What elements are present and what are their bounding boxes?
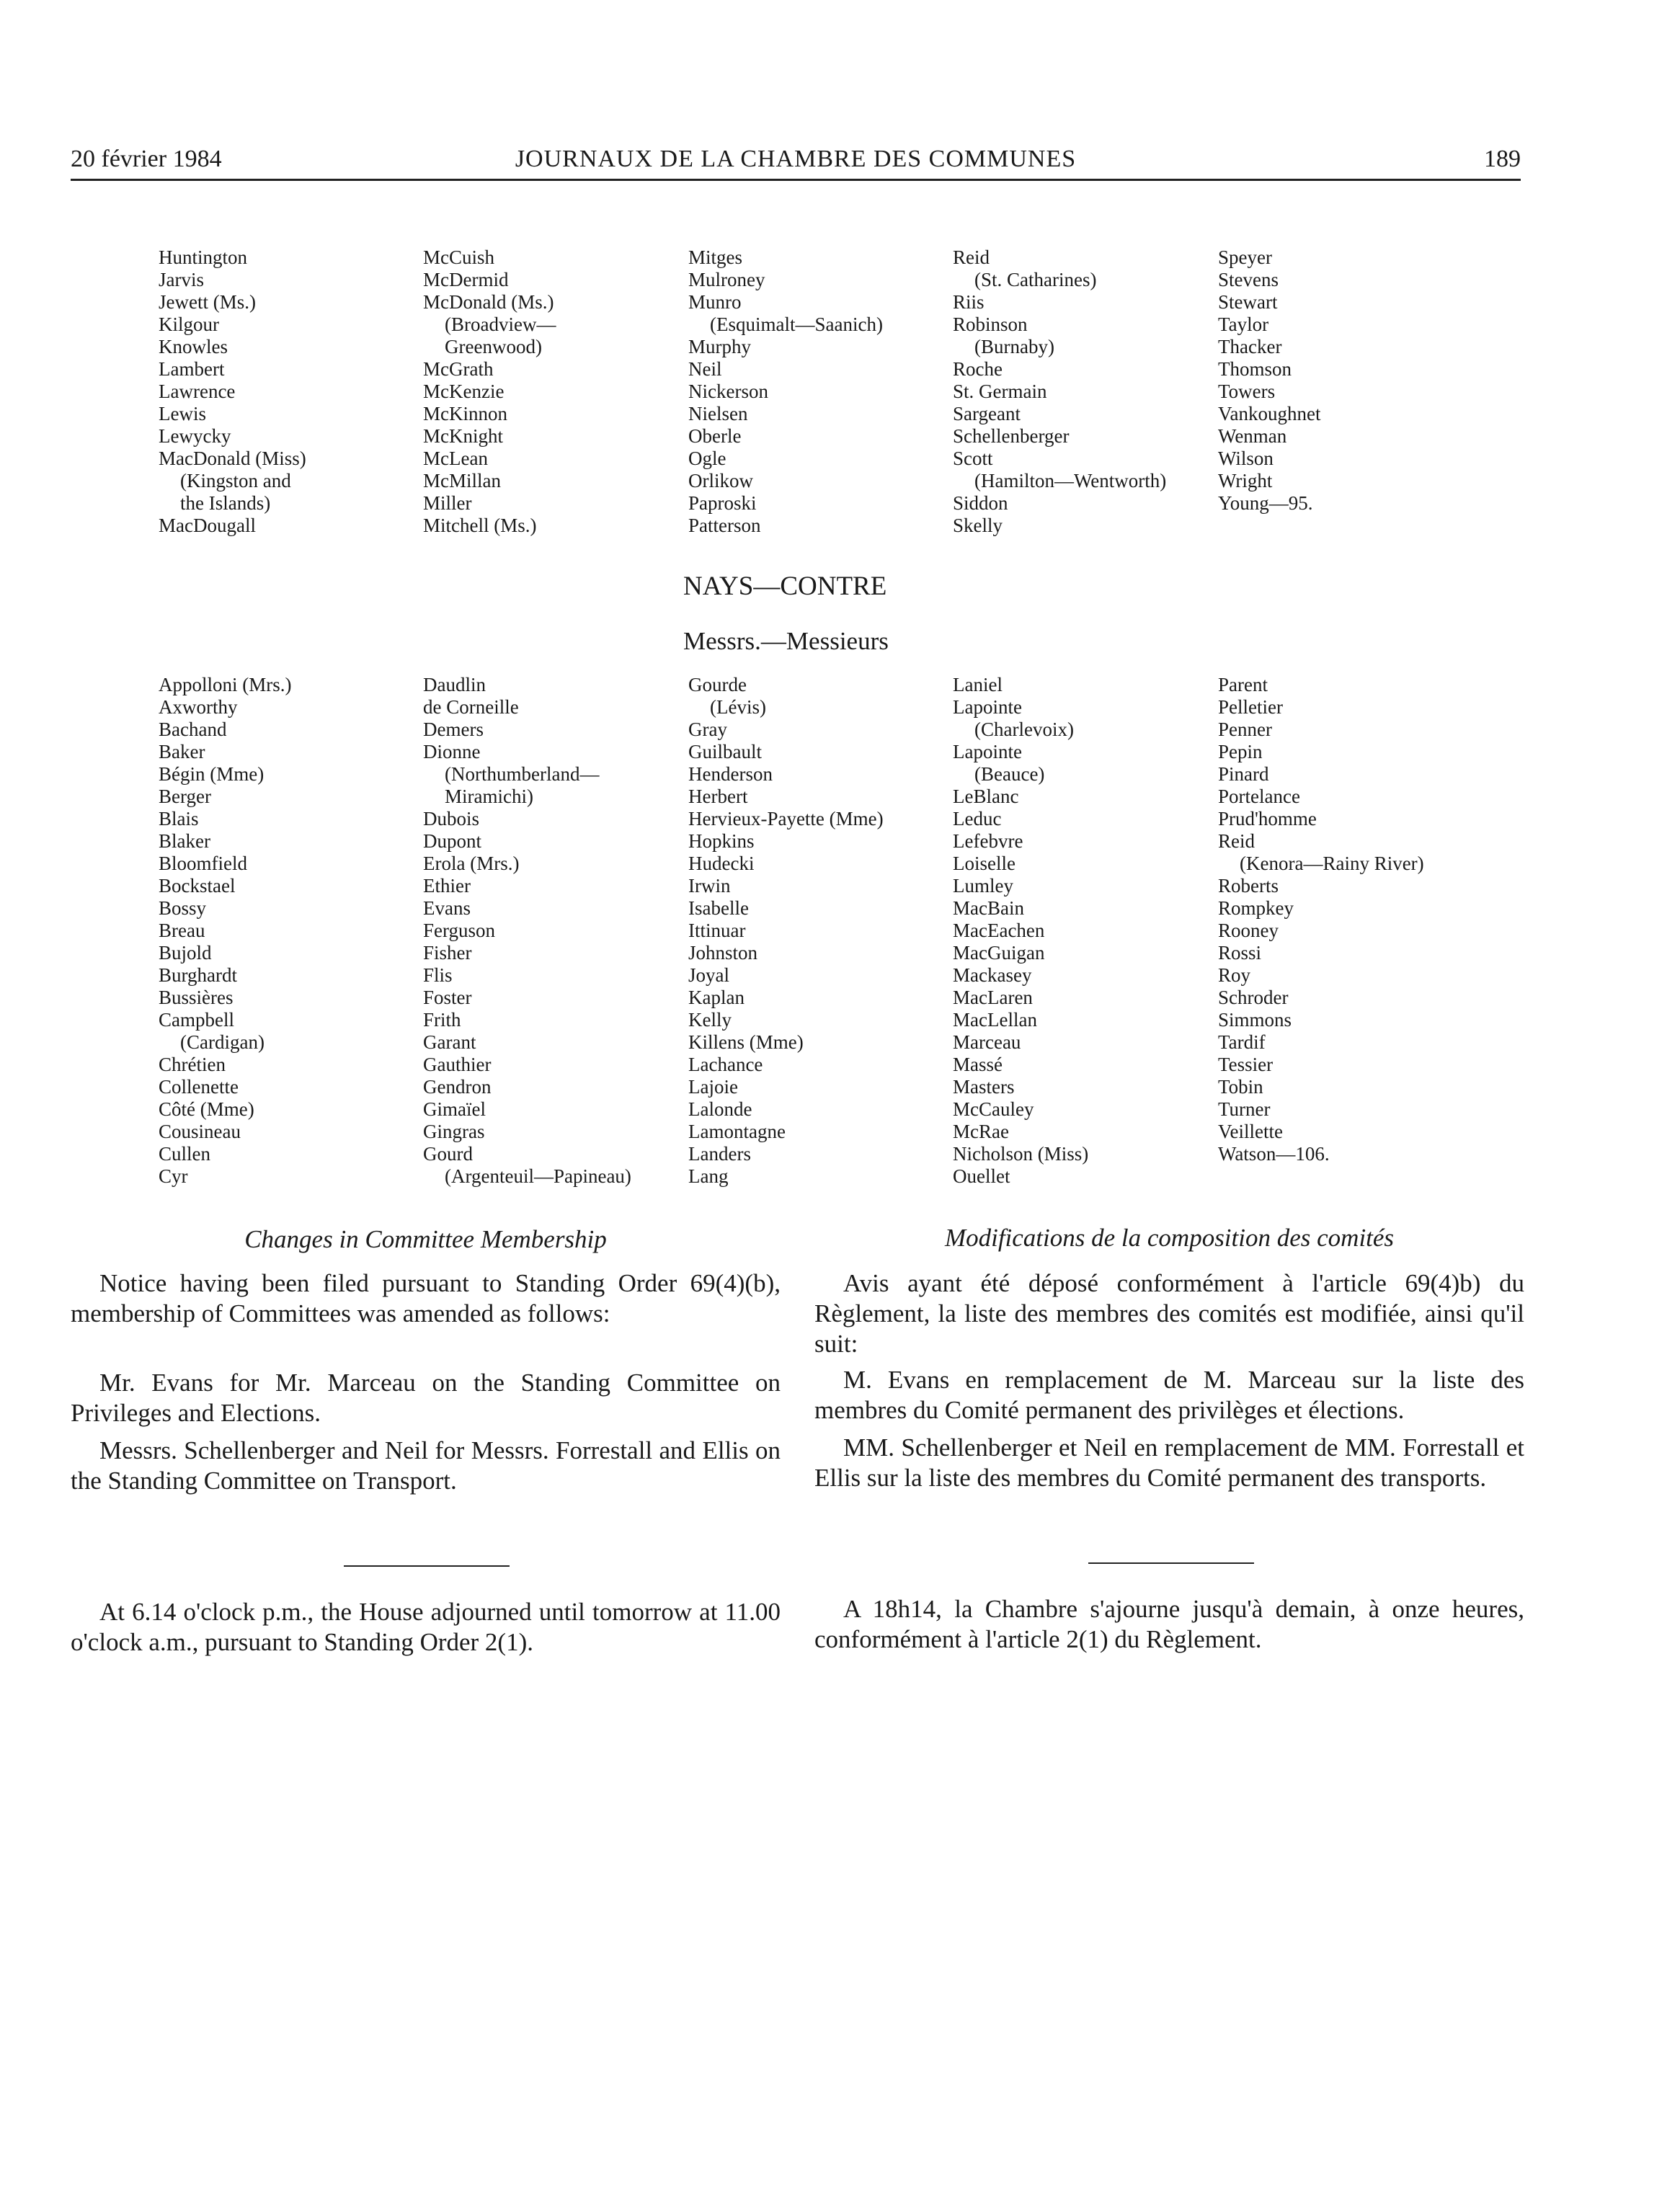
member-name: Paproski [688,492,757,514]
member-name: Lewycky [159,425,231,447]
member-name: Wright [1218,470,1273,492]
nays-subheading: Messrs.—Messieurs [683,627,889,655]
member-name: Ferguson [423,920,496,941]
member-name: Vankoughnet [1218,403,1321,424]
english-section-heading: Changes in Committee Membership [244,1225,607,1253]
member-name: Guilbault [688,741,762,762]
member-name: Roy [1218,964,1251,986]
member-name: Roberts [1218,875,1279,897]
member-name: Daudlin [423,674,486,695]
member-name: MacDougall [159,515,256,536]
member-name: Prud'homme [1218,808,1317,830]
member-name: Foster [423,987,472,1008]
member-name: Mitges [688,246,743,268]
member-name: Tobin [1218,1076,1263,1098]
yeas-column-1 [159,246,306,537]
member-name: Thacker [1218,336,1282,357]
member-name: Wenman [1218,425,1287,447]
member-name: Lawrence [159,381,236,402]
member-name: Bussières [159,987,234,1008]
member-name: Bockstael [159,875,236,897]
member-name: Cyr [159,1165,188,1187]
member-name: Bachand [159,719,227,740]
french-section-heading: Modifications de la composition des comités [944,1224,1395,1252]
member-riding: (Argenteuil—Papineau) [445,1165,631,1187]
member-name: McMillan [423,470,501,492]
french-paragraph-schellenberger: MM. Schellenberger et Neil en remplacement de MM. Forrestall et Ellis sur la liste des membres du Comité permanent des transports. [814,1433,1524,1492]
member-name: Blaker [159,830,210,852]
nays-column-4 [953,674,1088,1188]
member-name: Lajoie [688,1076,738,1098]
member-name: Young—95. [1218,492,1313,514]
member-name: de Corneille [423,696,519,718]
member-name: Patterson [688,515,761,536]
member-name: Stevens [1218,269,1279,290]
member-name: Pelletier [1218,696,1283,718]
member-name: Erola (Mrs.) [423,853,520,874]
member-name: Gendron [423,1076,492,1098]
member-name: Appolloni (Mrs.) [159,674,292,695]
member-name: Masters [953,1076,1015,1098]
member-name: Hudecki [688,853,755,874]
member-riding: (Cardigan) [180,1031,265,1053]
member-name: Henderson [688,763,773,785]
member-name: Marceau [953,1031,1021,1053]
member-name: Ogle [688,448,726,469]
member-name: MacLaren [953,987,1033,1008]
member-name: Cullen [159,1143,210,1165]
member-riding: (Lévis) [710,696,766,718]
member-name: Ouellet [953,1165,1010,1187]
member-name: Gauthier [423,1054,492,1075]
member-name: Campbell [159,1009,234,1031]
member-name: Herbert [688,786,748,807]
member-name: Leduc [953,808,1002,830]
member-riding: (Kingston and [180,470,291,492]
member-name: Pepin [1218,741,1263,762]
english-paragraph-evans: Mr. Evans for Mr. Marceau on the Standing Committee on Privileges and Elections. [71,1369,781,1427]
member-riding: Greenwood) [445,336,542,357]
member-name: Mackasey [953,964,1032,986]
nays-heading: NAYS—CONTRE [683,571,887,601]
member-name: McDonald (Ms.) [423,291,554,313]
member-name: Irwin [688,875,731,897]
member-name: Lumley [953,875,1013,897]
member-name: Johnston [688,942,758,964]
member-name: Portelance [1218,786,1300,807]
member-name: McCuish [423,246,495,268]
member-riding: (Esquimalt—Saanich) [710,313,883,335]
member-name: McRae [953,1121,1009,1142]
member-name: Kilgour [159,313,219,335]
member-name: Tardif [1218,1031,1266,1053]
header-date: 20 février 1984 [71,146,222,172]
member-name: Breau [159,920,205,941]
member-name: MacDonald (Miss) [159,448,306,469]
member-riding: the Islands) [180,492,271,514]
member-name: Huntington [159,246,248,268]
page-header [71,146,1521,181]
member-name: Roche [953,358,1003,380]
member-riding: (Beauce) [974,763,1045,785]
member-name: Thomson [1218,358,1292,380]
yeas-column-4 [953,246,1166,537]
member-name: Burghardt [159,964,237,986]
member-name: Joyal [688,964,729,986]
member-riding: Miramichi) [445,786,533,807]
member-name: Berger [159,786,211,807]
member-name: Jarvis [159,269,204,290]
member-riding: (Kenora—Rainy River) [1240,853,1424,874]
member-name: Rompkey [1218,897,1294,919]
member-riding: (Broadview— [445,313,556,335]
member-name: Lapointe [953,696,1022,718]
member-name: Jewett (Ms.) [159,291,256,313]
member-name: Gourde [688,674,747,695]
member-name: Lapointe [953,741,1022,762]
member-name: Lamontagne [688,1121,786,1142]
member-name: Demers [423,719,484,740]
member-name: Nielsen [688,403,748,424]
member-name: Gingras [423,1121,485,1142]
member-name: Turner [1218,1098,1271,1120]
member-name: Rooney [1218,920,1279,941]
member-name: Simmons [1218,1009,1292,1031]
member-name: Landers [688,1143,751,1165]
nays-column-2 [423,674,631,1188]
french-separator [1088,1562,1254,1564]
member-name: MacGuigan [953,942,1045,964]
member-name: Axworthy [159,696,238,718]
member-name: Scott [953,448,993,469]
french-paragraph-notice: Avis ayant été déposé conformément à l'article 69(4)b) du Règlement, la liste des membres des comités est modifiée, ainsi qu'il suit: [814,1269,1524,1358]
french-paragraph-evans: M. Evans en remplacement de M. Marceau sur la liste des membres du Comité permanent des privilèges et élections. [814,1366,1524,1424]
header-title: JOURNAUX DE LA CHAMBRE DES COMMUNES [515,146,1077,172]
member-name: Garant [423,1031,476,1053]
member-name: McKenzie [423,381,505,402]
member-name: Schellenberger [953,425,1070,447]
page-number: 189 [1484,146,1521,172]
member-name: Bloomfield [159,853,247,874]
member-name: Towers [1218,381,1276,402]
member-riding: (Charlevoix) [974,719,1074,740]
member-name: Mitchell (Ms.) [423,515,537,536]
nays-column-1 [159,674,292,1188]
member-name: Bossy [159,897,207,919]
member-name: Oberle [688,425,742,447]
member-name: Penner [1218,719,1272,740]
member-name: McKnight [423,425,503,447]
member-name: Tessier [1218,1054,1274,1075]
english-separator [344,1565,510,1567]
member-name: Evans [423,897,471,919]
member-name: Ittinuar [688,920,746,941]
member-name: Reid [953,246,990,268]
member-name: Lalonde [688,1098,752,1120]
member-name: McDermid [423,269,509,290]
member-name: Hopkins [688,830,755,852]
member-name: Murphy [688,336,751,357]
member-name: Reid [1218,830,1255,852]
member-name: Massé [953,1054,1003,1075]
member-name: St. Germain [953,381,1047,402]
member-name: Dubois [423,808,480,830]
member-name: Munro [688,291,742,313]
english-paragraph-schellenberger: Messrs. Schellenberger and Neil for Messrs. Forrestall and Ellis on the Standing Committee on Transport. [71,1436,781,1495]
member-name: Hervieux-Payette (Mme) [688,808,884,830]
member-name: McKinnon [423,403,507,424]
member-name: Siddon [953,492,1008,514]
member-name: Kelly [688,1009,732,1031]
member-name: Watson—106. [1218,1143,1330,1165]
member-name: Miller [423,492,472,514]
member-name: Sargeant [953,403,1021,424]
member-name: Wilson [1218,448,1274,469]
member-name: Loiselle [953,853,1015,874]
member-name: Mulroney [688,269,765,290]
member-name: Pinard [1218,763,1269,785]
member-name: Lang [688,1165,729,1187]
member-name: Lewis [159,403,206,424]
member-name: MacLellan [953,1009,1037,1031]
member-name: Collenette [159,1076,239,1098]
nays-column-5 [1218,674,1424,1165]
member-riding: (Burnaby) [974,336,1054,357]
member-name: Bégin (Mme) [159,763,265,785]
yeas-column-2 [423,246,556,537]
member-name: Isabelle [688,897,749,919]
member-riding: (Northumberland— [445,763,600,785]
member-name: Cousineau [159,1121,241,1142]
member-name: Blais [159,808,199,830]
yeas-column-5 [1218,246,1320,515]
member-name: Knowles [159,336,228,357]
member-name: Bujold [159,942,212,964]
member-name: Gray [688,719,727,740]
yeas-column-3 [688,246,883,537]
member-name: McCauley [953,1098,1034,1120]
member-name: Ethier [423,875,471,897]
nays-column-3 [688,674,884,1188]
member-name: Chrétien [159,1054,226,1075]
member-name: Speyer [1218,246,1272,268]
member-name: Laniel [953,674,1003,695]
member-name: Frith [423,1009,461,1031]
french-paragraph-adjournment: A 18h14, la Chambre s'ajourne jusqu'à demain, à onze heures, conformément à l'article 2(1) du Règlement. [814,1595,1524,1653]
member-name: MacEachen [953,920,1045,941]
english-paragraph-adjournment: At 6.14 o'clock p.m., the House adjourned until tomorrow at 11.00 o'clock a.m., pursuant to Standing Order 2(1). [71,1598,781,1656]
member-name: Flis [423,964,453,986]
member-name: Nickerson [688,381,768,402]
member-name: MacBain [953,897,1024,919]
member-name: Kaplan [688,987,745,1008]
member-name: Orlikow [688,470,753,492]
member-name: Riis [953,291,985,313]
member-name: Gimaïel [423,1098,486,1120]
member-name: Lachance [688,1054,763,1075]
member-riding: (Hamilton—Wentworth) [974,470,1167,492]
member-name: Veillette [1218,1121,1283,1142]
member-name: Nicholson (Miss) [953,1143,1089,1165]
member-name: Rossi [1218,942,1262,964]
member-name: Taylor [1218,313,1269,335]
member-name: Lefebvre [953,830,1023,852]
member-name: LeBlanc [953,786,1019,807]
member-name: Skelly [953,515,1003,536]
english-paragraph-notice: Notice having been filed pursuant to Standing Order 69(4)(b), membership of Committees was amended as follows: [71,1269,781,1327]
member-name: Fisher [423,942,472,964]
member-name: Gourd [423,1143,473,1165]
member-riding: (St. Catharines) [974,269,1097,290]
member-name: Côté (Mme) [159,1098,254,1120]
member-name: Dupont [423,830,481,852]
member-name: Robinson [953,313,1028,335]
member-name: Killens (Mme) [688,1031,804,1053]
member-name: Baker [159,741,205,762]
member-name: Parent [1218,674,1268,695]
member-name: McLean [423,448,488,469]
member-name: Lambert [159,358,225,380]
member-name: McGrath [423,358,494,380]
member-name: Schroder [1218,987,1289,1008]
member-name: Stewart [1218,291,1278,313]
member-name: Dionne [423,741,481,762]
member-name: Neil [688,358,722,380]
